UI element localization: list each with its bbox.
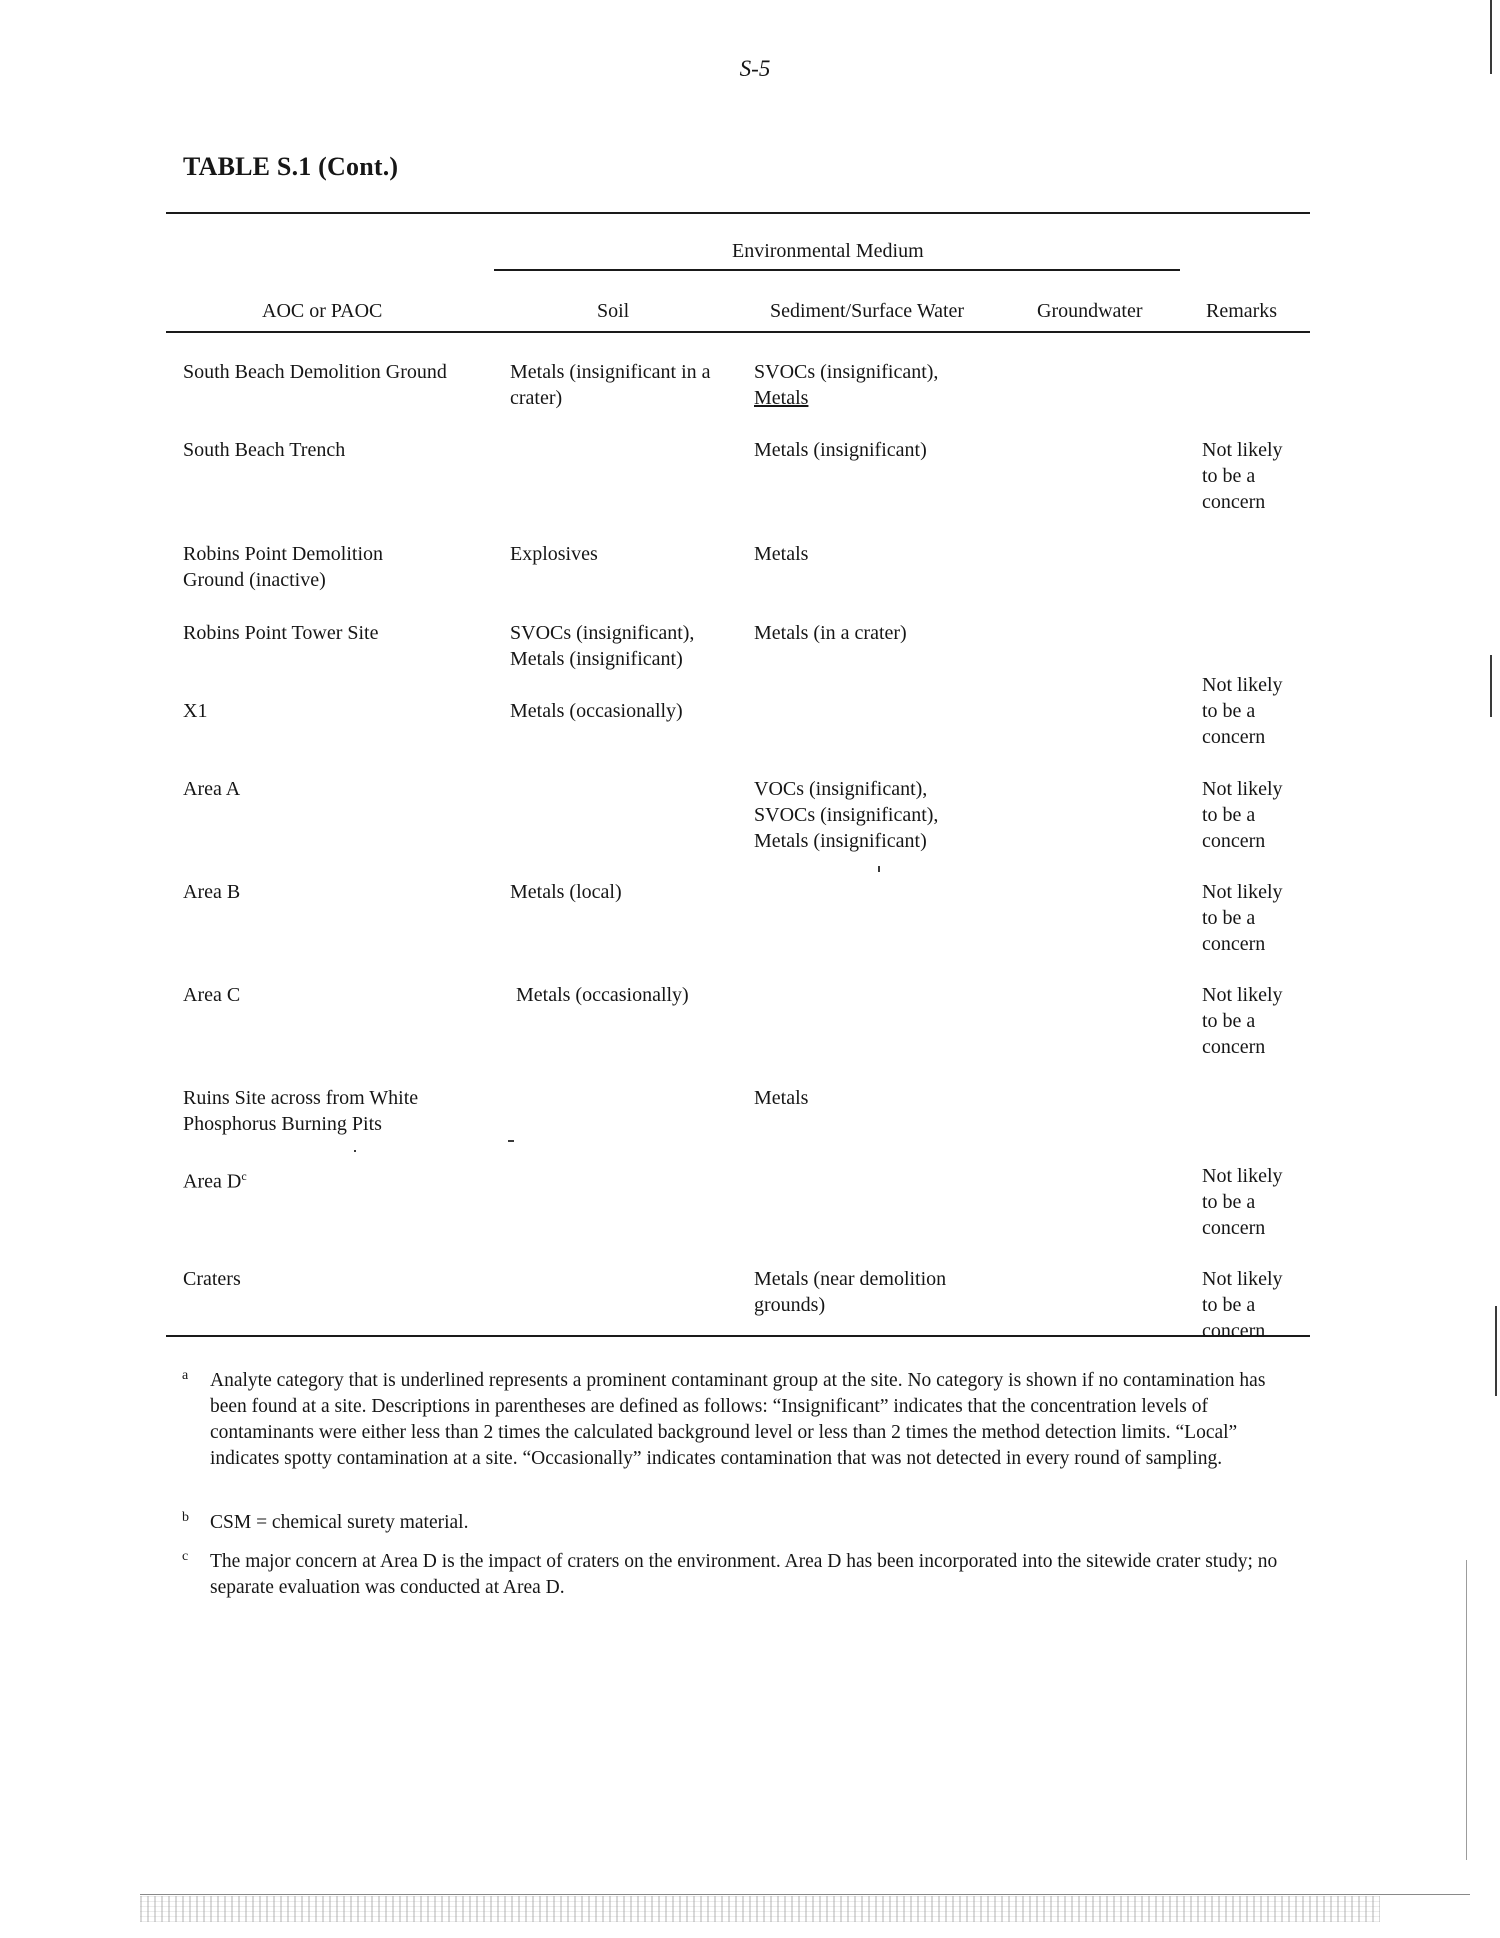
sediment-cell xyxy=(754,359,1014,411)
aoc-cell: Craters xyxy=(183,1268,241,1290)
soil-cell: Metals (insignificant in a crater) xyxy=(510,361,711,409)
soil-cell: Metals (occasionally) xyxy=(510,700,683,722)
sediment-prominent-text: Metals xyxy=(754,387,809,409)
footnote-mark: c xyxy=(182,1549,189,1564)
scan-edge-mark xyxy=(1490,0,1492,74)
soil-cell: Metals (local) xyxy=(510,881,622,903)
column-header-remarks: Remarks xyxy=(1206,300,1278,322)
remarks-cell: Not likely to be a concern xyxy=(1202,984,1283,1058)
scan-bottom-rule xyxy=(140,1894,1470,1895)
footnote-mark: a xyxy=(182,1368,189,1383)
aoc-cell xyxy=(183,1163,483,1195)
remarks-cell: Not likely to be a concern xyxy=(1202,1268,1283,1342)
scan-speck xyxy=(878,866,880,872)
remarks-cell: Not likely to be a concern xyxy=(1202,439,1283,513)
group-header-environmental-medium: Environmental Medium xyxy=(732,240,924,262)
scan-speck xyxy=(354,1150,356,1152)
remarks-cell: Not likely to be a concern xyxy=(1202,1165,1283,1239)
aoc-cell: South Beach Demolition Ground xyxy=(183,361,447,383)
aoc-text: Area D xyxy=(183,1170,242,1193)
scan-speck xyxy=(508,1140,514,1142)
sediment-cell: Metals xyxy=(754,543,809,565)
scan-edge-mark xyxy=(1466,1560,1467,1860)
column-header-aoc: AOC or PAOC xyxy=(262,300,383,322)
scan-edge-mark xyxy=(1490,655,1492,717)
column-header-sediment: Sediment/Surface Water xyxy=(770,300,965,322)
table-top-rule xyxy=(166,212,1310,214)
footnote-mark: b xyxy=(182,1510,189,1525)
footnote-text: Analyte category that is underlined represents a prominent contaminant group at the site. No category is shown if no contamination has been found at a site. Descriptions in parentheses are defined as follows: “Insignificant” indicates that the concentration levels of contaminants were either less than 2 times the calculated background level or less than 2 times the method detection limits. “Local” indicates spotty contamination at a site. “Occasionally” indicates contamination that was not detected in every round of sampling. xyxy=(210,1370,1266,1469)
remarks-cell: Not likely to be a concern xyxy=(1202,881,1283,955)
sediment-cell: VOCs (insignificant), SVOCs (insignificant), Metals (insignificant) xyxy=(754,778,939,852)
scan-edge-mark xyxy=(1495,1306,1497,1396)
footnote-ref-c: c xyxy=(241,1169,247,1183)
footnote-text: The major concern at Area D is the impact of craters on the environment. Area D has been incorporated into the sitewide crater study; no separate evaluation was conducted at Area D. xyxy=(210,1551,1278,1598)
scan-noise-strip xyxy=(140,1896,1380,1922)
aoc-cell: Robins Point Demolition Ground (inactive) xyxy=(183,543,384,591)
remarks-cell: Not likely to be a concern xyxy=(1202,674,1283,748)
remarks-cell: Not likely to be a concern xyxy=(1202,778,1283,852)
aoc-cell: South Beach Trench xyxy=(183,439,346,461)
column-header-rule xyxy=(166,331,1310,333)
table-bottom-rule xyxy=(166,1335,1310,1337)
sediment-cell: Metals (insignificant) xyxy=(754,439,927,461)
sediment-cell: Metals (in a crater) xyxy=(754,622,907,644)
aoc-cell: Ruins Site across from White Phosphorus Burning Pits xyxy=(183,1087,419,1135)
group-header-rule xyxy=(494,269,1180,271)
sediment-text: SVOCs (insignificant), xyxy=(754,361,939,383)
page-number: S-5 xyxy=(739,56,771,81)
footnote-text: CSM = chemical surety material. xyxy=(210,1512,469,1533)
soil-cell: Metals (occasionally) xyxy=(516,984,689,1006)
soil-cell: Explosives xyxy=(510,543,598,565)
table-title: TABLE S.1 (Cont.) xyxy=(183,152,399,181)
aoc-cell: X1 xyxy=(183,700,208,722)
aoc-cell: Area C xyxy=(183,984,241,1006)
soil-cell: SVOCs (insignificant), Metals (insignificant) xyxy=(510,622,695,670)
aoc-cell: Area B xyxy=(183,881,241,903)
aoc-cell: Area A xyxy=(183,778,241,800)
sediment-cell: Metals xyxy=(754,1087,809,1109)
aoc-cell: Robins Point Tower Site xyxy=(183,622,379,644)
column-header-soil: Soil xyxy=(597,300,630,322)
sediment-cell: Metals (near demolition grounds) xyxy=(754,1268,947,1316)
column-header-groundwater: Groundwater xyxy=(1037,300,1143,322)
